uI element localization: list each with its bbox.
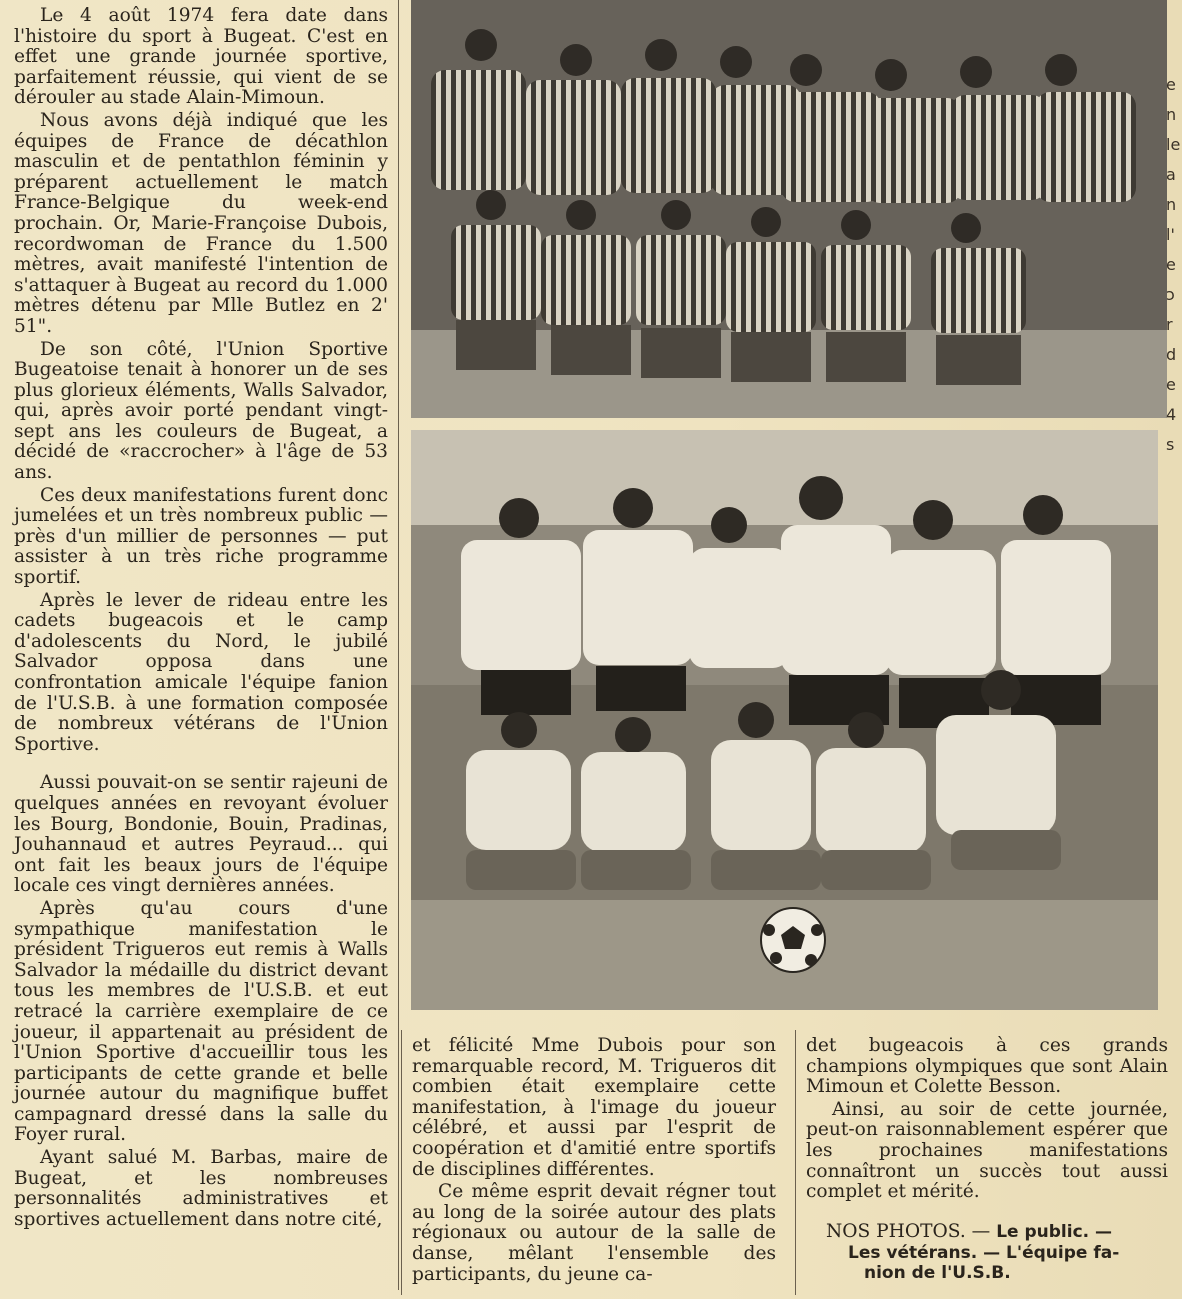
fragment: le — [1166, 135, 1181, 154]
photo-veterans — [411, 430, 1158, 1010]
column-divider — [398, 0, 399, 1290]
paragraph: Ayant salué M. Barbas, maire de Bugeat, et les nombreuses personnalités administratives et sportives actuellement dans notre cité, — [14, 1147, 388, 1230]
paragraph: Ce même esprit devait régner tout au long de la soirée autour des plats régionaux ou autour de la salle de danse, mêlant l'ensemble des participants, du jeune ca- — [412, 1181, 776, 1285]
fragment: e — [1166, 255, 1176, 274]
paragraph: Après le lever de rideau entre les cadets bugeacois et le camp d'adolescents du Nord, le jubilé Salvador opposa dans une confrontation amicale l'équipe fanion de l'U.S.B. à une formation composée de nombreux vétérans de l'Union Sportive. — [14, 589, 388, 755]
paragraph: Ainsi, au soir de cette journée, peut-on raisonnablement espérer que les prochaines manifestations connaîtront un succès tout aussi complet et mérité. — [806, 1098, 1168, 1203]
photo-public — [411, 0, 1167, 418]
photo-veterans-image — [411, 430, 1158, 1010]
fragment: s — [1166, 435, 1175, 454]
article-middle-column — [412, 1036, 776, 1285]
paragraph: Aussi pouvait-on se sentir rajeuni de quelques années en revoyant évoluer les Bourg, Bondonie, Bouin, Pradinas, Jouhannaud et autres Peyraud... qui ont fait les beaux jours de l'équipe locale ces vingt dernières années. — [14, 772, 388, 897]
paragraph: Nous avons déjà indiqué que les équipes de France de décathlon masculin et de pentathlon féminin y préparent actuellement le match France-Belgique du week-end prochain. Or, Marie-Françoise Dubois, recordwoman de France du 1.500 mètres, avait manifesté l'intention de s'attaquer à Bugeat au record du 1.000 mètres détenu par Mlle Butlez en 2' 51". — [14, 109, 388, 337]
paragraph: Après qu'au cours d'une sympathique manifestation le président Trigueros eut remis à Walls Salvador la médaille du district devant tous les membres de l'U.S.B. et eut retracé la carrière exemplaire de ce joueur, il appartenait au président de l'Union Sportive d'accueillir tous les participants de cette grande et belle journée autour du magnifique buffet campagnard dressé dans la salle du Foyer rural. — [14, 897, 388, 1146]
paragraph: Le 4 août 1974 fera date dans l'histoire du sport à Bugeat. C'est en effet une grande journée sportive, parfaitement réussie, qui vient de se dérouler au stade Alain-Mimoun. — [14, 5, 388, 109]
paragraph: De son côté, l'Union Sportive Bugeatoise tenait à honorer un de ses plus glorieux éléments, Walls Salvador, qui, après avoir porté pendant vingt-sept ans les couleurs de Bugeat, a décidé de «raccrocher» à l'âge de 53 ans. — [14, 338, 388, 484]
fragment: ɔ — [1166, 285, 1175, 304]
article-left-column — [14, 6, 388, 1230]
fragment: 4 — [1166, 405, 1177, 424]
column-divider — [401, 1030, 402, 1295]
fragment: e — [1166, 75, 1176, 94]
caption-label: NOS PHOTOS. — — [826, 1221, 991, 1242]
fragment: l' — [1166, 225, 1175, 244]
caption-item: Le public. — — [996, 1222, 1113, 1242]
fragment: r — [1166, 315, 1173, 334]
fragment: e — [1166, 375, 1176, 394]
photo-caption — [826, 1222, 1166, 1284]
football-icon — [761, 908, 825, 972]
caption-item: Les vétérans. — L'équipe fa- — [848, 1242, 1120, 1263]
column-divider — [795, 1030, 796, 1295]
article-right-column — [806, 1036, 1168, 1203]
fragment: n — [1166, 195, 1177, 214]
fragment: d — [1166, 345, 1177, 364]
paragraph: et félicité Mme Dubois pour son remarquable record, M. Trigueros dit combien était exemplaire cette manifestation, à l'image du joueur célébré, et aussi par l'esprit de coopération et d'amitié entre sportifs de disciplines différentes. — [412, 1035, 776, 1180]
paragraph: Ces deux manifestations furent donc jumelées et un très nombreux public — près d'un millier de personnes — put assister à un très riche programme sportif. — [14, 484, 388, 589]
fragment: n — [1166, 105, 1177, 124]
caption-item: nion de l'U.S.B. — [864, 1263, 1011, 1284]
photo-public-image — [411, 0, 1167, 418]
paragraph: det bugeacois à ces grands champions olympiques que sont Alain Mimoun et Colette Besson. — [806, 1035, 1168, 1098]
fragment: a — [1166, 165, 1176, 184]
adjacent-column-fragments — [1166, 70, 1182, 460]
